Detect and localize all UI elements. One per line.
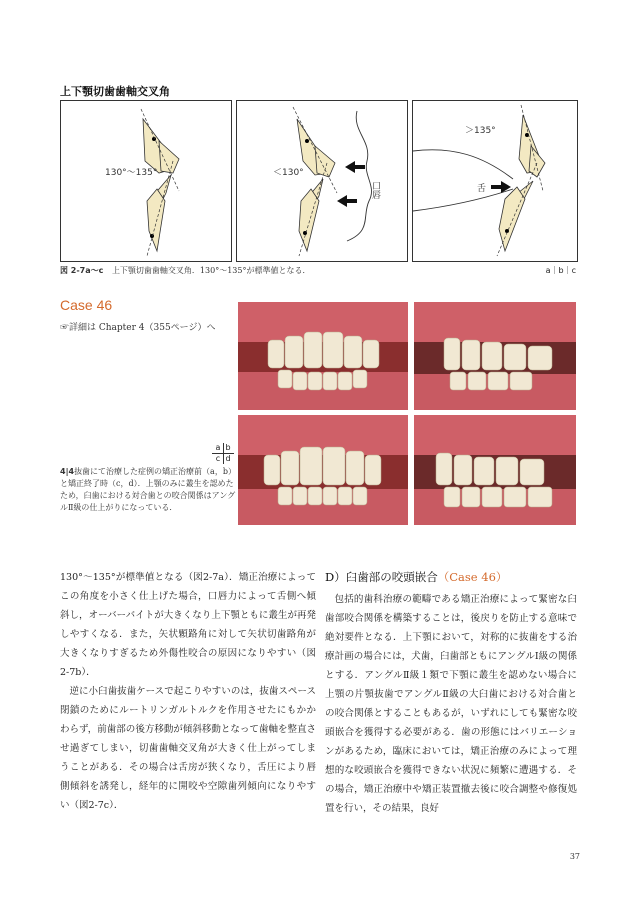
figure-number: 図 2-7a〜c: [60, 266, 104, 275]
paragraph: 包括的歯科治療の範疇である矯正治療によって緊密な臼歯部咬合関係を構築することは，後戻りを防止する意味で絶対要件となる．上下顎において，対称的に抜歯をする治療計画の場合には，犬歯，臼歯部ともにアングルⅠ級の関係とする．アングルⅡ級１類で下顎に叢生を認めない場合に上顎の片顎抜歯でアングルⅡ級の大臼歯における対合歯との咬合関係とすることもあるが，いずれにしても緊密な咬頭嵌合を獲得する必要がある．歯の形態にはバリエーションがあるため，臨床においては，矯正治療のみによって理想的な咬頭嵌合を獲得できない状況に頻繁に遭遇する．その場合，矯正治療中や矯正装置撤去後に咬合調整や修復処置を行い，その結果，良好: [325, 594, 577, 814]
grid-label-b: b: [225, 443, 231, 452]
column-left: [60, 568, 316, 815]
figure-letters: a｜b｜c: [545, 266, 576, 275]
figure-panel-c: [412, 100, 578, 262]
paragraph: 逆に小臼歯抜歯ケースで起こりやすいのは，抜歯スペース閉鎖のためにルートリンガルトルクを作用させたにもかかわらず，前歯部の後方移動が傾斜移動となって歯軸を整直させ過ぎてしまい，切歯歯軸交叉角が大きく仕上がってしまうことがある．その場合は舌房が狭くなり，舌圧により唇側傾斜を誘発し，経年的に開咬や空隙歯列傾向になりやすい（図2-7c）．: [60, 686, 316, 811]
grid-label-c: c: [214, 454, 224, 464]
photo-d-lateral-after: [414, 415, 576, 525]
section-title: 上下顎切歯歯軸交叉角: [60, 85, 170, 98]
incisor-diagram-c: [413, 101, 577, 261]
angle-label-b: ＜130°: [273, 168, 304, 178]
photo-c-frontal-after: [238, 415, 408, 525]
page-number: 37: [569, 852, 580, 861]
lip-label: 口唇: [370, 181, 380, 199]
grid-label-a: a: [214, 443, 224, 453]
incisor-diagram-a: [61, 101, 231, 261]
photo-grid-legend: [212, 443, 234, 464]
photo-caption: [60, 466, 236, 514]
photo-caption-text: 抜歯にて治療した症例の矯正治療前（a，b）と矯正終了時（c，d）．上顎のみに叢生を認めたため，臼歯における対合歯との咬合関係はアングルⅡ級の仕上がりになっている．: [60, 467, 236, 512]
angle-label-a: 130°〜135°: [105, 168, 158, 178]
column-right: [325, 568, 577, 818]
figure-caption: [60, 265, 310, 276]
case-reference-link[interactable]: ☞詳細は Chapter 4（355ページ）へ: [60, 323, 216, 333]
subsection-heading-text: D）臼歯部の咬頭嵌合: [325, 570, 438, 584]
angle-label-c: ＞135°: [465, 126, 496, 136]
tongue-label: 舌: [477, 184, 487, 194]
photo-b-lateral-before: [414, 302, 576, 410]
paragraph: 130°〜135°が標準値となる（図2-7a）．矯正治療によってこの角度を小さく仕上げた場合，口唇力によって舌側へ傾斜し，オーバーバイトが大きくなり上下顎ともに叢生が再発しやすくなる．また，矢状顆路角に対して矢状切歯路角が大きくなりすぎるため外傷性咬合の原因になりやすい（図2-7b）．: [60, 572, 316, 678]
subsection-heading-case[interactable]: （Case 46）: [437, 570, 508, 584]
photo-caption-number: 4|4: [60, 467, 75, 476]
grid-label-d: d: [225, 454, 231, 463]
figure-panel-a: [60, 100, 232, 262]
photo-a-frontal-before: [238, 302, 408, 410]
incisor-diagram-b: [237, 101, 407, 261]
figure-panel-b: [236, 100, 408, 262]
case-title: Case 46: [60, 297, 113, 313]
figure-caption-text: 上下顎切歯歯軸交叉角．130°〜135°が標準値となる．: [111, 266, 311, 275]
subsection-heading: [325, 568, 577, 586]
